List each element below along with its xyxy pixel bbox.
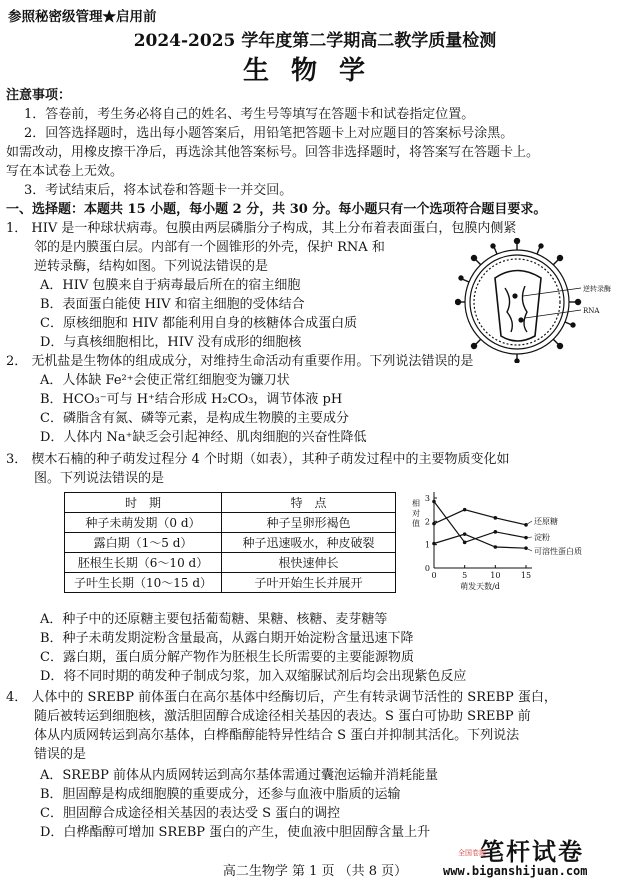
data-point [463,541,467,545]
germination-period-table [64,492,396,593]
data-point [494,545,498,549]
table-row [65,513,396,533]
q4-option-d: D．白桦酯醇可增加 SREBP 蛋白的产生，使血液中胆固醇含量上升 [40,825,431,840]
series-label: 还原糖 [534,517,558,526]
series-line [434,534,526,548]
data-point [432,522,436,526]
x-axis-label: 萌发天数/d [460,582,500,590]
data-point [432,500,436,504]
q1-stem-3: 逆转录酶，结构如图。下列说法错误的是 [34,259,269,274]
q2-option-b: B．HCO₃⁻可与 H⁺结合形成 H₂CO₃，调节体液 pH [40,392,343,407]
fig-label-rna: RNA [583,307,600,315]
section-heading: 一、选择题：本题共 15 小题，每小题 2 分，共 30 分。每小题只有一个选项符合题目要求。 [6,202,547,217]
q4-option-a: A．SREBP 前体从内质网转运到高尔基体需通过囊泡运输并消耗能量 [40,768,439,783]
q3-option-b: B．种子未萌发期淀粉含量最高，从露白期开始淀粉含量迅速下降 [40,631,414,646]
series-label: 淀粉 [534,533,550,542]
y-tick-label: 3 [424,494,430,503]
y-axis-label: 值 [412,519,420,528]
table-row [65,553,396,573]
q4-stem-4: 错误的是 [34,747,87,762]
q3-option-a: A．种子中的还原糖主要包括葡萄糖、果糖、核糖、麦芽糖等 [40,612,388,627]
q4-stem-3: 体从内质网转运到高尔基体，白桦酯醇能特异性结合 S 蛋白并抑制其活化。下列说法 [34,728,520,743]
q4-option-c: C．胆固醇合成途径相关基因的表达受 S 蛋白的调控 [40,806,341,821]
table-cell: 露白期（1～5 d） [65,533,222,553]
table-header: 时 期 [65,493,222,513]
q3-stem-2: 图。下列说法错误的是 [34,471,165,486]
data-point [494,530,498,534]
watermark-url[interactable]: www.biganshijuan.com [443,864,588,878]
q4-stem-2: 随后被转运到细胞核，激活胆固醇合成途径相关基因的表达。S 蛋白可协助 SREBP 前 [34,709,531,724]
note-2c: 写在本试卷上无效。 [6,164,124,179]
table-cell: 胚根生长期（6～10 d） [65,553,222,573]
q3-option-c: C．露白期，蛋白质分解产物作为胚根生长所需要的主要能源物质 [40,650,414,665]
note-3: 3．考试结束后，将本试卷和答题卡一并交回。 [24,183,293,198]
note-2a: 2．回答选择题时，选出每小题答案后，用铅笔把答题卡上对应题目的答案标号涂黑。 [24,126,514,141]
series-label: 可溶性蛋白质 [534,547,582,556]
data-point [463,508,467,512]
table-cell: 种子呈卵形褐色 [222,513,396,533]
table-cell: 种子迅速吸水，种皮破裂 [222,533,396,553]
table-header: 特 点 [222,493,396,513]
y-axis-label: 对 [412,509,420,518]
substance-change-chart [404,486,626,590]
note-1: 1．答卷前，考生务必将自己的姓名、考生号等填写在答题卡和试卷指定位置。 [24,107,475,122]
x-tick-label: 0 [431,571,437,580]
q1-stem-1: 1． HIV 是一种球状病毒。包膜由两层磷脂分子构成，其上分布着表面蛋白，包膜内侧紧 [6,221,517,236]
table-row [65,573,396,593]
legend-leader [526,521,532,525]
table-header-row [65,493,396,513]
subject-title: 生物学 [242,56,387,86]
x-tick-label: 10 [490,571,501,580]
y-tick-label: 2 [424,517,430,527]
page-footer: 高二生物学 第 1 页 （共 8 页） [222,864,408,879]
table-row [65,533,396,553]
q4-option-b: B．胆固醇是构成细胞膜的重要成分，还参与血液中脂质的运输 [40,787,401,802]
data-point [463,532,467,536]
q1-option-a: A．HIV 包膜来自于病毒最后所在的宿主细胞 [40,278,301,293]
table-cell: 子叶开始生长并展开 [222,573,396,593]
y-axis-label: 相 [412,499,420,508]
table-cell: 根快速伸长 [222,553,396,573]
y-tick-label: 0 [424,564,430,573]
q4-stem-1: 4． 人体中的 SREBP 前体蛋白在高尔基体中经酶切后，产生有转录调节活性的 SREBP 蛋白， [6,690,557,705]
q1-option-b: B．表面蛋白能使 HIV 和宿主细胞的受体结合 [40,297,305,312]
notes-heading: 注意事项： [6,88,72,103]
q2-option-d: D．人体内 Na⁺缺乏会引起神经、肌肉细胞的兴奋性降低 [40,430,367,445]
note-2b: 如需改动，用橡皮擦干净后，再选涂其他答案标号。回答非选择题时，将答案写在答题卡上。 [6,145,540,160]
table-cell: 种子未萌发期（0 d） [65,513,222,533]
exam-title: 2024-2025 学年度第二学期高二教学质量检测 [133,31,497,51]
x-tick-label: 5 [462,571,468,580]
table-cell: 子叶生长期（10～15 d） [65,573,222,593]
x-tick-label: 15 [520,571,532,580]
hiv-structure-figure [455,238,620,363]
q2-option-c: C．磷脂含有氮、磷等元素，是构成生物膜的主要成分 [40,411,349,426]
q1-option-d: D．与真核细胞相比，HIV 没有成形的细胞核 [40,335,302,350]
series-line [434,510,526,525]
q3-option-d: D．将不同时期的萌发种子制成匀浆，加入双缩脲试剂后均会出现紫色反应 [40,669,467,684]
data-point [432,542,436,546]
watermark-brand: 笔杆试卷 [480,837,584,866]
secret-label: 参照秘密级管理★启用前 [8,9,157,25]
data-point [494,516,498,520]
q2-stem: 2． 无机盐是生物体的组成成分，对维持生命活动有重要作用。下列说法错误的是 [6,354,474,369]
q1-stem-2: 邻的是内膜蛋白层。内部有一个圆锥形的外壳，保护 RNA 和 [34,240,385,255]
fig-label-reverse-transcriptase: 逆转录酶 [583,285,611,293]
watermark-small: 全国卷题 [458,849,486,857]
q3-stem-1: 3． 楔木石楠的种子萌发过程分 4 个时期（如表），其种子萌发过程中的主要物质变化如 [6,452,510,467]
q2-option-a: A．人体缺 Fe²⁺会使正常红细胞变为镰刀状 [40,373,290,388]
y-tick-label: 1 [424,540,430,550]
q1-option-c: C．原核细胞和 HIV 都能利用自身的核糖体合成蛋白质 [40,316,358,331]
